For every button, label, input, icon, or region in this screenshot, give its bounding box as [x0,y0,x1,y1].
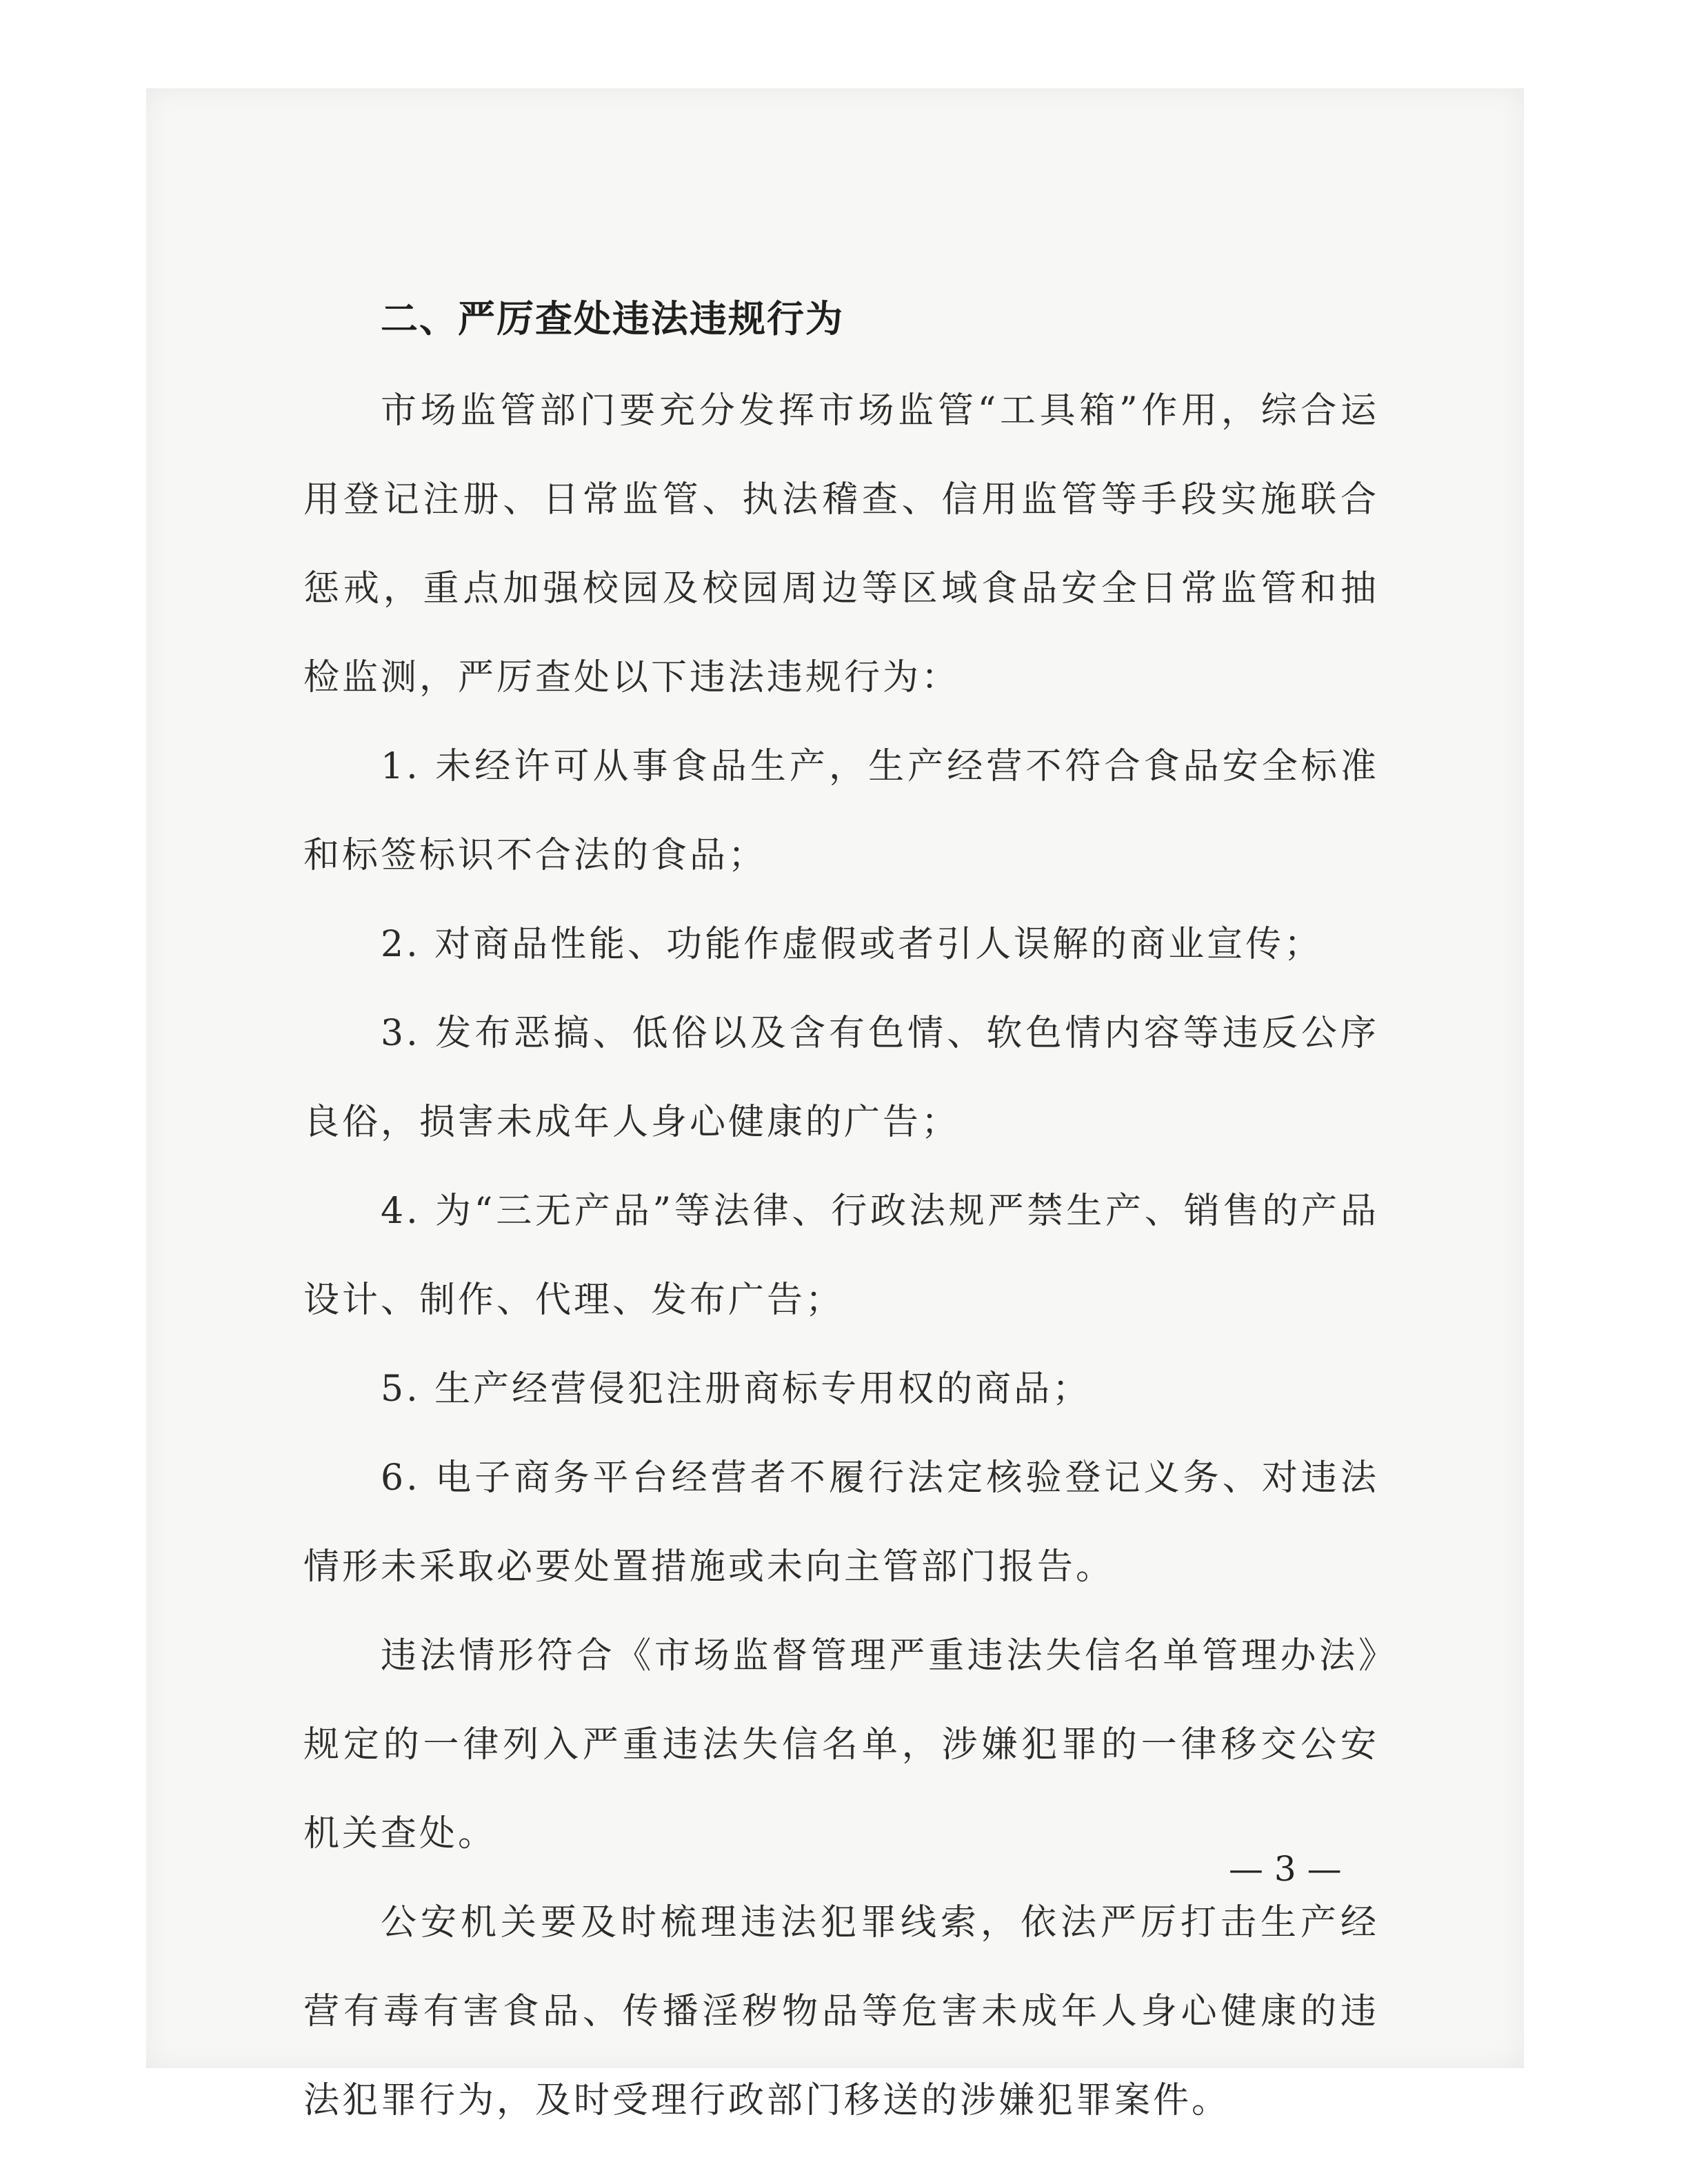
paragraph-police: 公安机关要及时梳理违法犯罪线索，依法严厉打击生产经营有毒有害食品、传播淫秽物品等危害未成年人身心健康的违法犯罪行为，及时受理行政部门移送的涉嫌犯罪案件。 [303,1902,1379,2121]
page-number: — 3 — [1229,1849,1342,1889]
paragraph-intro: 市场监管部门要充分发挥市场监管“工具箱”作用，综合运用登记注册、日常监管、执法稽查、信用监管等手段实施联合惩戒，重点加强校园及校园周边等区域食品安全日常监管和抽检监测，严厉查处以下违法违规行为： [303,390,1379,698]
list-item-1: 1. 未经许可从事食品生产，生产经营不符合食品安全标准和标签标识不合法的食品； [303,746,1379,876]
list-item-5: 5. 生产经营侵犯注册商标专用权的商品； [381,1368,1092,1410]
list-item-6: 6. 电子商务平台经营者不履行法定核验登记义务、对违法情形未采取必要处置措施或未向主管部门报告。 [303,1457,1379,1588]
section-heading: 二、严厉查处违法违规行为 [381,297,844,341]
document-page [146,88,1524,2121]
list-item-3: 3. 发布恶搞、低俗以及含有色情、软色情内容等违反公序良俗，损害未成年人身心健康的广告； [303,1013,1379,1143]
document-body [303,367,1379,2145]
list-item-4: 4. 为“三无产品”等法律、行政法规严禁生产、销售的产品设计、制作、代理、发布广告； [303,1191,1379,1321]
list-item-2: 2. 对商品性能、功能作虚假或者引人误解的商业宣传； [381,924,1323,965]
paragraph-blacklist: 违法情形符合《市场监督管理严重违法失信名单管理办法》规定的一律列入严重违法失信名单，涉嫌犯罪的一律移交公安机关查处。 [303,1635,1379,1854]
